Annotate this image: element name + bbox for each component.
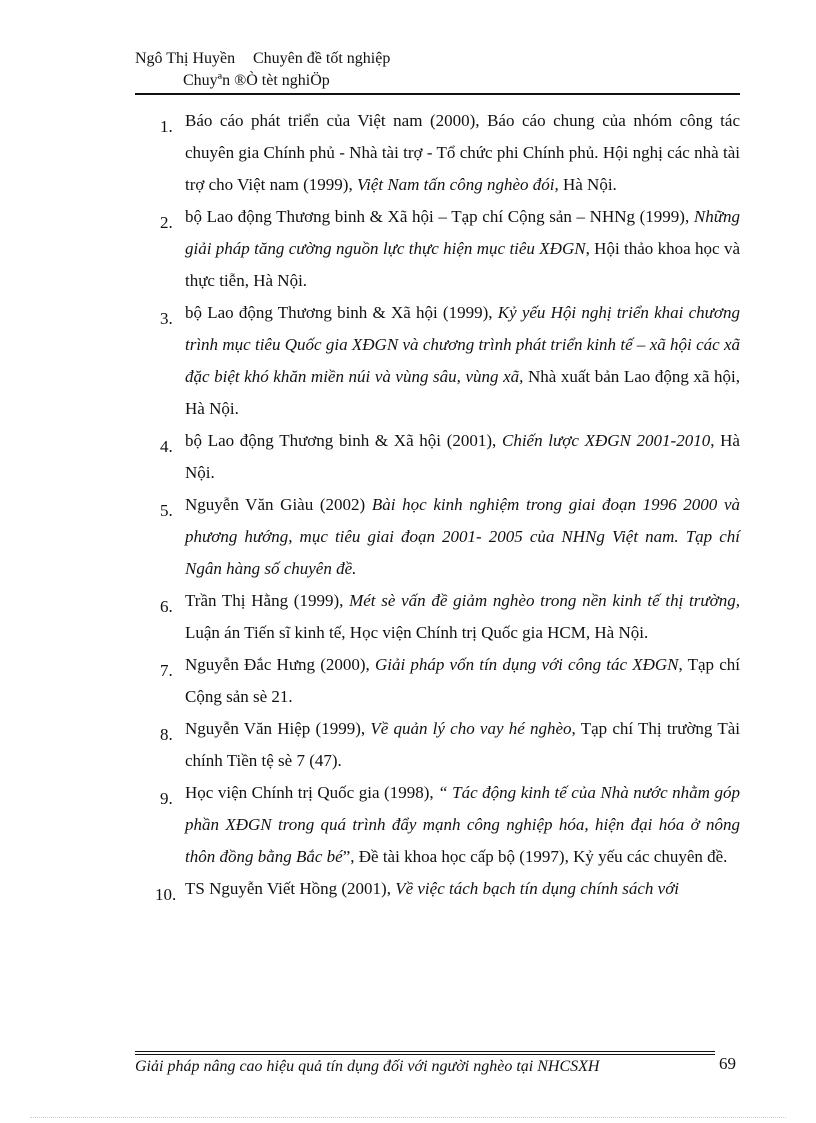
reference-number: 6.: [160, 597, 173, 616]
page-header: [135, 48, 740, 92]
header-garbled-line: Chuyªn ®Ò tèt nghiÖp: [183, 72, 330, 89]
reference-title-italic: Về quản lý cho vay hé nghèo: [370, 719, 572, 738]
reference-item: [150, 425, 740, 489]
reference-item: [150, 489, 740, 585]
reference-title-italic: Kỷ yếu Hội nghị triển khai chương trình mục tiêu Quốc gia XĐGN và chương trình phát triển kinh tế – xã hội các xã đặc biệt khó khăn miền núi và vùng sâu, vùng xã,: [185, 303, 740, 386]
reference-title-italic: Về việc tách bạch tín dụng chính sách với: [395, 879, 680, 898]
footer-rule-top: [135, 1051, 715, 1052]
reference-text: , Tạp chí Thị trường Tài chính Tiền tệ sè 7 (47).: [185, 719, 740, 770]
reference-text: Học viện Chính trị Quốc gia (1998),: [185, 783, 439, 802]
reference-text: Trần Thị Hằng (1999),: [185, 591, 350, 610]
reference-title-italic: Bài học kinh nghiệm trong giai đoạn 1996 2000 và phương hướng, mục tiêu giai đoạn 2001- 2005 của NHNg Việt nam. Tạp chí Ngân hàng số chuyên đề.: [185, 495, 740, 578]
header-author: Ngô Thị Huyền: [135, 50, 236, 67]
header-rule: [135, 93, 740, 95]
footer-rule-bottom: [135, 1054, 715, 1055]
reference-item: [150, 777, 740, 873]
reference-text: Nhà xuất bản Lao động xã hội, Hà Nội.: [185, 367, 740, 418]
reference-item: [150, 297, 740, 425]
reference-item: [150, 201, 740, 297]
reference-number: 10.: [155, 885, 177, 904]
reference-title-italic: Những giải pháp tăng cường nguồn lực thực hiện mục tiêu XĐGN: [185, 207, 740, 258]
page-number: 69: [719, 1054, 736, 1073]
reference-text: , Tạp chí Cộng sản sè 21.: [185, 655, 740, 706]
reference-text: bộ Lao động Thương binh & Xã hội – Tạp chí Cộng sản – NHNg (1999),: [185, 207, 694, 226]
reference-text: Hà Nội.: [558, 175, 617, 194]
reference-item: [150, 585, 740, 649]
reference-text: Nguyễn Văn Hiệp (1999),: [185, 719, 371, 738]
reference-title-italic: Mét sè vấn đề giảm nghèo trong nền kinh tế thị trường,: [349, 591, 740, 610]
reference-list: [150, 105, 740, 905]
reference-text: Nguyễn Đắc Hưng (2000),: [185, 655, 375, 674]
reference-number: 8.: [160, 725, 173, 744]
reference-number: 7.: [160, 661, 173, 680]
reference-number: 9.: [160, 789, 173, 808]
reference-text: Báo cáo phát triển của Việt nam (2000), Báo cáo chung của nhóm công tác chuyên gia Chính phủ - Nhà tài trợ - Tổ chức phi Chính phủ. Hội nghị các nhà tài trợ cho Việt nam (1999),: [185, 111, 740, 194]
reference-title-italic: “ Tác động kinh tế của Nhà nước nhằm góp phần XĐGN trong quá trình đẩy mạnh công nghiệp hóa, hiện đại hóa ở nông thôn đồng bằng Bắc bé: [185, 783, 740, 866]
reference-text: bộ Lao động Thương binh & Xã hội (1999),: [185, 303, 498, 322]
footer-title: Giải pháp nâng cao hiệu quả tín dụng đối với người nghèo tại NHCSXH: [135, 1058, 600, 1075]
reference-text: ”, Đề tài khoa học cấp bộ (1997), Kỷ yếu các chuyên đề.: [342, 847, 728, 866]
reference-title-italic: Chiến lược XĐGN 2001-2010: [501, 431, 711, 450]
reference-number: 1.: [160, 117, 173, 136]
reference-text: Nguyễn Văn Giàu (2002): [185, 495, 372, 514]
reference-number: 5.: [160, 501, 173, 520]
reference-title-italic: Giải pháp vốn tín dụng với công tác XĐGN: [374, 655, 679, 674]
header-line: [135, 48, 740, 70]
reference-item: [150, 713, 740, 777]
reference-text: , Hà Nội.: [185, 431, 740, 482]
page-edge-dots: [30, 1117, 786, 1118]
reference-number: 2.: [160, 213, 173, 232]
header-doc-type: Chuyên đề tốt nghiệp: [253, 50, 391, 67]
reference-text: bộ Lao động Thương binh & Xã hội (2001),: [185, 431, 502, 450]
reference-item: [150, 105, 740, 201]
reference-text: Luận án Tiến sĩ kinh tế, Học viện Chính trị Quốc gia HCM, Hà Nội.: [185, 623, 649, 642]
reference-number: 4.: [160, 437, 173, 456]
reference-text: TS Nguyễn Viết Hồng (2001),: [185, 879, 396, 898]
reference-text: , Hội thảo khoa học và thực tiễn, Hà Nội.: [185, 239, 740, 290]
reference-title-italic: Việt Nam tấn công nghèo đói,: [356, 175, 559, 194]
reference-item: [150, 873, 740, 905]
reference-number: 3.: [160, 309, 173, 328]
reference-item: [150, 649, 740, 713]
